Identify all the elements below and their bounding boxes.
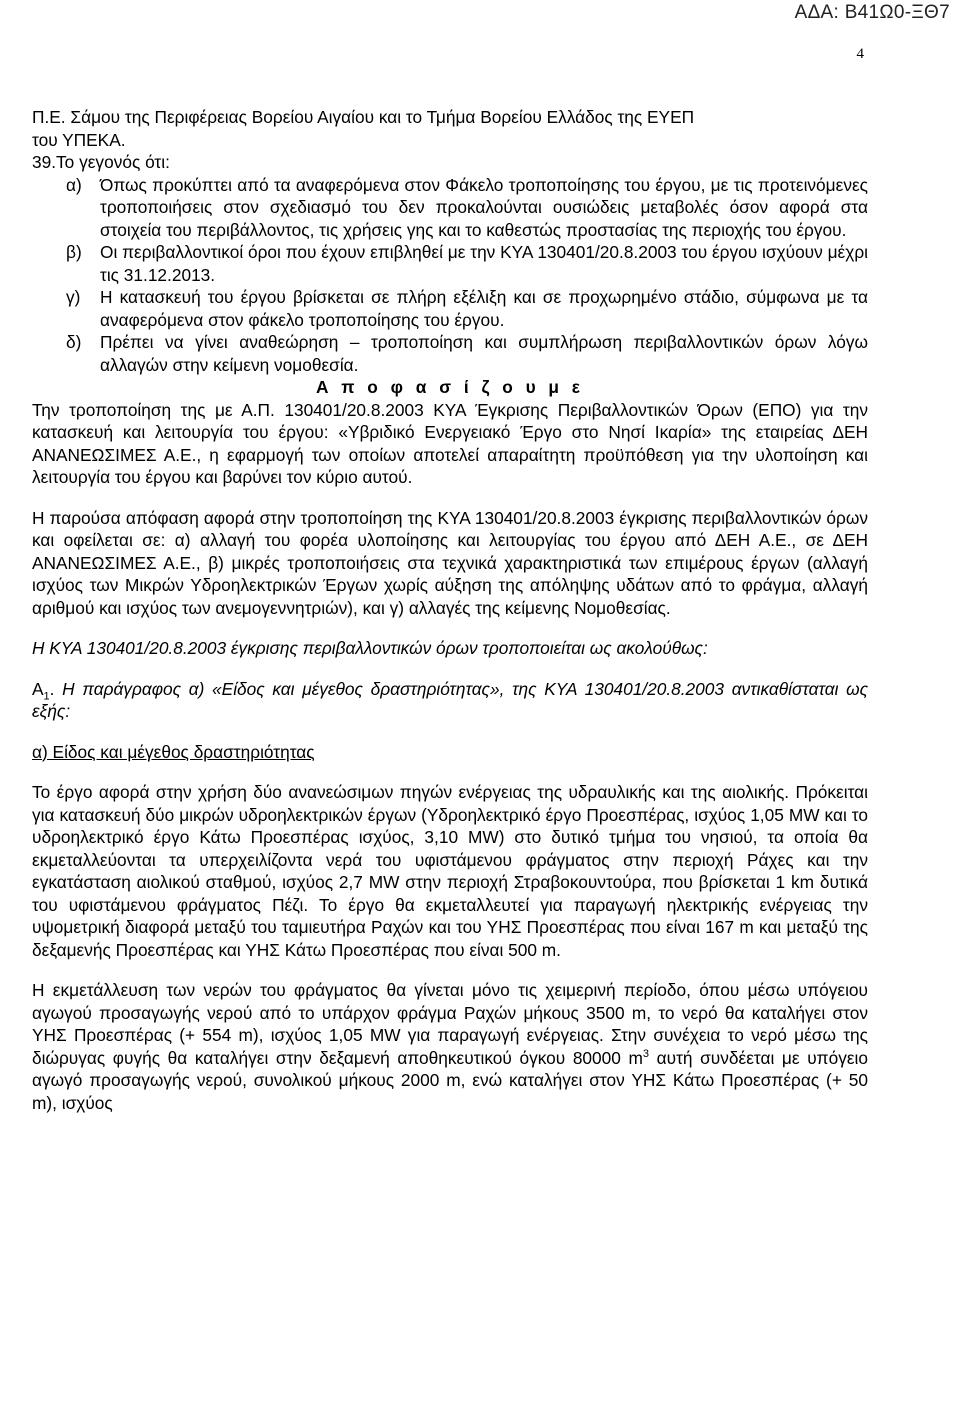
a1-label-subscript: 1 (43, 689, 50, 702)
list-item (66, 286, 868, 331)
paragraph: Την τροποποίηση της με Α.Π. 130401/20.8.2003 ΚΥΑ Έγκρισης Περιβαλλοντικών Όρων (ΕΠΟ) για την κατασκευή και λειτουργία του έργου: «Υβριδικό Ενεργειακό Έργο στο Νησί Ικαρία» της εταιρείας ΔΕΗ ΑΝΑΝΕΩΣΙΜΕΣ Α.Ε., η εφαρμογή των οποίων αποτελεί απαραίτητη προϋπόθεση για την υλοποίηση και λειτουργία του έργου και βαρύνει τον κύριο αυτού. (32, 399, 868, 487)
intro-paragraph (32, 106, 868, 151)
a1-paragraph (32, 678, 868, 723)
page-number: 4 (856, 46, 864, 62)
item-39-list (32, 174, 868, 377)
list-item-label: β) (66, 242, 82, 262)
superscript: 3 (642, 1047, 650, 1060)
list-item (66, 331, 868, 376)
list-item-text: Πρέπει να γίνει αναθεώρηση – τροποποίηση και συμπλήρωση περιβαλλοντικών όρων λόγω αλλαγών στην κείμενη νομοθεσία. (100, 332, 868, 375)
paragraph: Το έργο αφορά στην χρήση δύο ανανεώσιμων πηγών ενέργειας της υδραυλικής και της αιολικής. Πρόκειται για κατασκευή δύο μικρών υδροηλεκτρικών έργων (Υδροηλεκτρικό έργο Προεσπέρας, ισχύος 1,05 MW και το υδροηλεκτρικό έργο Κάτω Προεσπέρας ισχύος, 3,10 MW) στο δυτικό τμήμα του νησιού, τα οποία θα εκμεταλλεύονται τα υπερχειλίζοντα νερά του υφιστάμενου φράγματος στην περιοχή Ράχες και την εγκατάσταση αιολικού σταθμού, ισχύος 2,7 MW στην περιοχή Στραβοκουντούρα, που βρίσκεται 1 km δυτικά του υφιστάμενου φράγματος Πέζι. Το έργο θα εκμεταλλευτεί για παραγωγή ηλεκτρικής ενέργειας την υψομετρική διαφορά μεταξύ του ταμιευτήρα Ραχών και του ΥΗΣ Προεσπέρας που είναι 167 m και μεταξύ της δεξαμενής Προεσπέρας και ΥΗΣ Κάτω Προεσπέρας που είναι 500 m. (32, 782, 868, 960)
a1-label: Α (32, 678, 44, 699)
paragraph (32, 979, 868, 1114)
paragraph-text: αυτή συνδέεται με υπόγειο αγωγό προσαγωγής νερού, συνολικού μήκους 2000 m, ενώ καταλήγει στον ΥΗΣ Κάτω Προεσπέρας (+ 50 m), ισχύος (32, 1047, 868, 1113)
ada-code: ΑΔΑ: Β41Ω0-ΞΘ7 (794, 2, 950, 23)
list-item-label: α) (66, 174, 82, 195)
list-item-text: Οι περιβαλλοντικοί όροι που έχουν επιβληθεί με την ΚΥΑ 130401/20.8.2003 του έργου ισχύουν μέχρι τις 31.12.2013. (100, 242, 868, 285)
decision-heading: Α π ο φ α σ ί ζ ο υ μ ε (315, 377, 585, 397)
paragraph-italic: Η ΚΥΑ 130401/20.8.2003 έγκρισης περιβαλλοντικών όρων τροποποιείται ως ακολούθως: (32, 638, 708, 658)
subheading: α) Είδος και μέγεθος δραστηριότητας (32, 741, 315, 762)
document-body (32, 106, 868, 1114)
item-39-title: 39.Το γεγονός ότι: (32, 152, 170, 172)
a1-label-dot: . (49, 678, 55, 699)
list-item-label: δ) (66, 332, 82, 352)
intro-line-2: του ΥΠΕΚΑ. (32, 129, 126, 150)
list-item-text: Η κατασκευή του έργου βρίσκεται σε πλήρη εξέλιξη και σε προχωρημένο στάδιο, σύμφωνα με τα αναφερόμενα στον φάκελο τροποποίησης του έργου. (100, 287, 868, 330)
list-item-label: γ) (66, 287, 81, 307)
a1-text: Η παράγραφος α) «Είδος και μέγεθος δραστηριότητας», της ΚΥΑ 130401/20.8.2003 αντικαθίσταται ως εξής: (32, 678, 868, 721)
paragraph: Η παρούσα απόφαση αφορά στην τροποποίηση της ΚΥΑ 130401/20.8.2003 έγκρισης περιβαλλοντικών όρων και οφείλεται σε: α) αλλαγή του φορέα υλοποίησης και λειτουργίας του έργου από ΔΕΗ Α.Ε., σε ΔΕΗ ΑΝΑΝΕΩΣΙΜΕΣ Α.Ε., β) μικρές τροποποιήσεις στα τεχνικά χαρακτηριστικά των επιμέρους έργων (αλλαγή ισχύος των Μικρών Υδροηλεκτρικών Έργων χωρίς αύξηση της απόληψης υδάτων από το φράγμα, αλλαγή αριθμού και ισχύος των ανεμογεννητριών), και γ) αλλαγές της κείμενης Νομοθεσίας. (32, 507, 868, 618)
list-item-text: Όπως προκύπτει από τα αναφερόμενα στον Φάκελο τροποποίησης του έργου, με τις προτεινόμενες τροποποιήσεις στον σχεδιασμό του δεν προκαλούνται ουσιώδεις μεταβολές όσον αφορά στα στοιχεία του περιβάλλοντος, τις χρήσεις γης και το καθεστώς προστασίας της περιοχής του έργου. (100, 174, 868, 240)
intro-line-1: Π.Ε. Σάμου της Περιφέρειας Βορείου Αιγαίου και το Τμήμα Βορείου Ελλάδος της ΕΥΕΠ (32, 107, 695, 127)
paragraph-text: Η εκμετάλλευση των νερών του φράγματος θα γίνεται μόνο τις χειμερινή περίοδο, όπου μέσω υπόγειου αγωγού προσαγωγής νερού από το υπάρχον φράγμα Ραχών μήκους 3500 m, το νερό θα καταλήγει στον ΥΗΣ Προεσπέρας (+ 554 m), ισχύος 1,05 MW για παραγωγή ενέργειας. Στην συνέχεια το νερό μέσω της διώρυγας φυγής θα καταλήγει στην δεξαμενή αποθηκευτικού όγκου 80000 m (32, 980, 868, 1068)
list-item (66, 174, 868, 242)
list-item (66, 241, 868, 286)
